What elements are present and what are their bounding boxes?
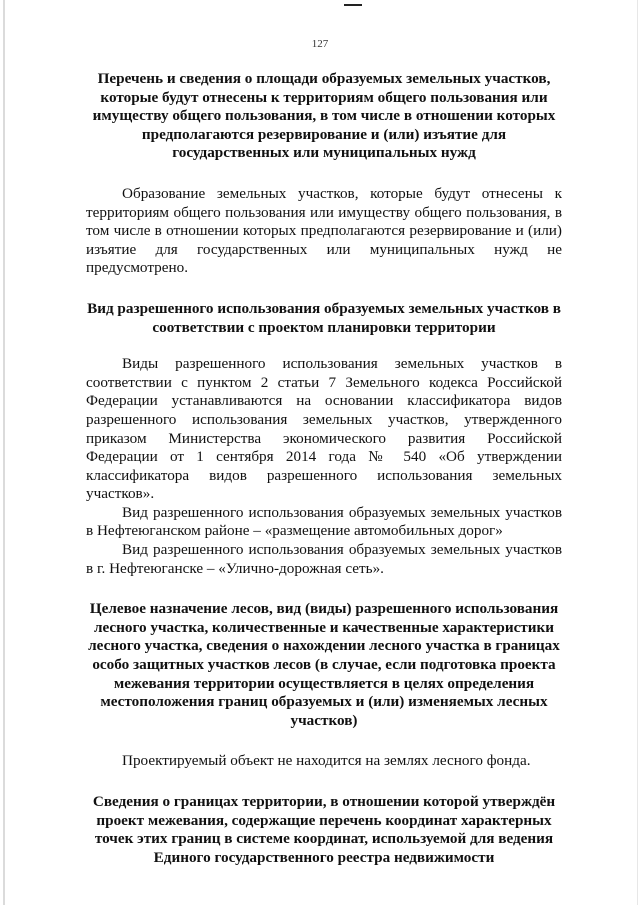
paragraph-permitted-use-basis: Виды разрешенного использования земельных участков в соответствии с пунктом 2 статьи 7 Земельного кодекса Российской Федерации устанавливаются на основании классификатора видов разрешенного использования земельных участков, утвержденного приказом Министерства экономического развития Российской Федерации от 1 сентября 2014 года № 540 «Об утверждении классификатора видов разрешенного использования земельных участков». bbox=[86, 355, 562, 503]
scan-edge-left bbox=[3, 0, 5, 905]
paragraph-nefteyugansk-district: Вид разрешенного использования образуемых земельных участков в Нефтеюганском районе – «размещение автомобильных дорог» bbox=[86, 503, 562, 540]
paragraph-formation: Образование земельных участков, которые будут отнесены к территориям общего пользования или имуществу общего пользования, в том числе в отношении которых предполагаются резервирование и (или) изъятие для государственных или муниципальных нужд не предусмотрено. bbox=[86, 184, 562, 277]
heading-territory-boundaries: Сведения о границах территории, в отношении которой утверждён проект межевания, содержащие перечень координат характерных точек этих границ в системе координат, используемой для ведения Единого государственного реестра недвижимости bbox=[92, 793, 556, 866]
heading-permitted-use: Вид разрешенного использования образуемых земельных участков в соответствии с проектом планировки территории bbox=[87, 299, 561, 336]
scan-edge-right bbox=[637, 0, 638, 905]
scan-top-mark bbox=[344, 4, 362, 6]
paragraph-forest-fund: Проектируемый объект не находится на землях лесного фонда. bbox=[122, 752, 531, 770]
heading-forest-purpose: Целевое назначение лесов, вид (виды) разрешенного использования лесного участка, количественные и качественные характеристики лесного участка, сведения о нахождении лесного участка в границах особо защитных участков лесов (в случае, если подготовка проекта межевания территории осуществляется в целях определения местоположения границ образуемых и (или) изменяемых лесных участков) bbox=[88, 600, 560, 729]
heading-land-plots-list: Перечень и сведения о площади образуемых земельных участков, которые будут отнесены к территориям общего пользования или имуществу общего пользования, в том числе в отношении которых предполагаются резервирование и (или) изъятие для государственных или муниципальных нужд bbox=[92, 70, 556, 162]
paragraph-nefteyugansk-city: Вид разрешенного использования образуемых земельных участков в г. Нефтеюганске – «Улично-дорожная сеть». bbox=[86, 541, 562, 577]
page-number: 127 bbox=[311, 38, 329, 50]
document-body bbox=[86, 70, 562, 867]
